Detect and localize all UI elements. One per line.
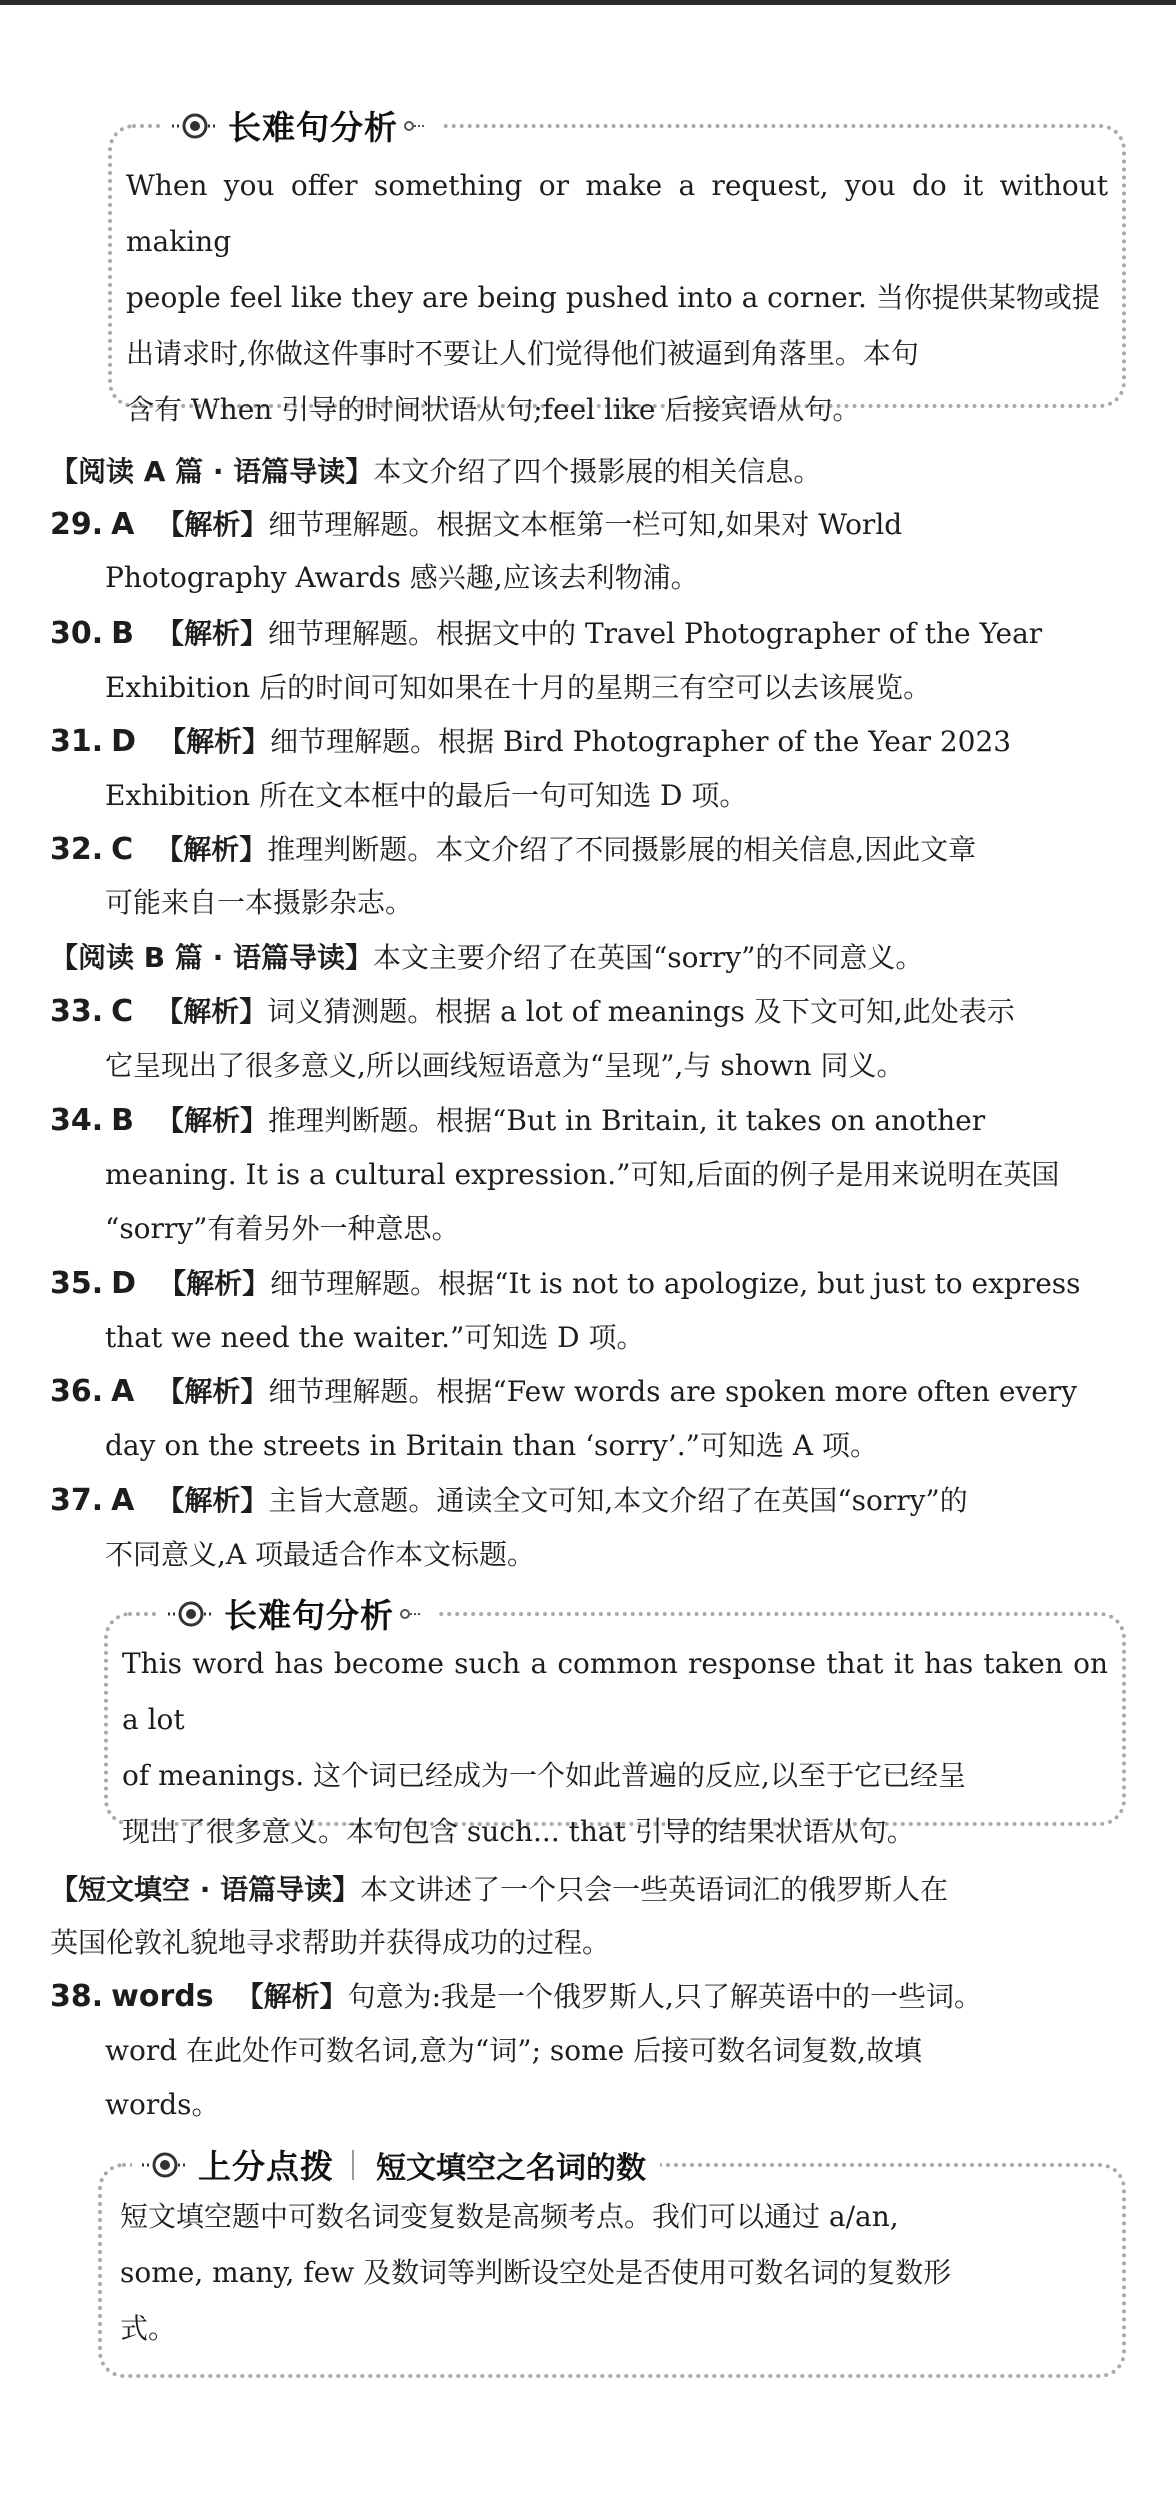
answer-36-line-2: day on the streets in Britain than ‘sorry’.”可知选 A 项。 (105, 1429, 878, 1462)
answer-37-line-2: 不同意义,A 项最适合作本文标题。 (105, 1538, 536, 1571)
answer-35 (50, 1264, 1126, 1304)
box-text-line: 短文填空题中可数名词变复数是高频考点。我们可以通过 a/an, (120, 2200, 899, 2233)
box-text-line: of meanings. 这个词已经成为一个如此普遍的反应,以至于它已经呈 (122, 1759, 966, 1792)
box-text-line: people feel like they are being pushed into a corner. 当你提供某物或提 (126, 281, 1100, 314)
answer-32-line-2: 可能来自一本摄影杂志。 (105, 886, 414, 919)
answer-35-line-2: that we need the waiter.”可知选 D 项。 (105, 1321, 645, 1354)
answer-30-line-2: Exhibition 后的时间可知如果在十月的星期三有空可以去该展览。 (105, 671, 932, 704)
answer-text: 细节理解题。根据 Bird Photographer of the Year 2023 (270, 725, 1012, 758)
answer-text: 细节理解题。根据“It is not to apologize, but just to express (270, 1267, 1081, 1300)
answer-text: 主旨大意题。通读全文可知,本文介绍了在英国“sorry”的 (268, 1484, 968, 1517)
answer-word: words (111, 1979, 214, 2014)
cloze-guide-line-2: 英国伦敦礼貌地寻求帮助并获得成功的过程。 (50, 1926, 611, 1959)
header-tail-icon (400, 1609, 422, 1619)
target-pin-icon (172, 111, 218, 141)
analysis-tag: 【解析】 (155, 833, 268, 866)
box-title: 长难句分析 (228, 108, 398, 147)
question-number: 32. (50, 832, 104, 867)
box-text-line: 含有 When 引导的时间状语从句;feel like 后接宾语从句。 (126, 393, 861, 426)
answer-29 (50, 505, 1126, 545)
answer-text: 推理判断题。根据“But in Britain, it takes on another (268, 1104, 986, 1137)
answer-38 (50, 1977, 1126, 2017)
answer-34 (50, 1101, 1126, 1141)
answer-letter: A (111, 507, 135, 542)
answer-letter: C (111, 832, 134, 867)
box-text-line: 出请求时,你做这件事时不要让人们觉得他们被逼到角落里。本句 (126, 337, 919, 370)
answer-text: 句意为:我是一个俄罗斯人,只了解英语中的一些词。 (347, 1980, 982, 2013)
answer-letter: A (111, 1483, 135, 1518)
answer-32 (50, 830, 1126, 870)
answer-text: 细节理解题。根据文中的 Travel Photographer of the Year (268, 617, 1043, 650)
answer-34-line-3: “sorry”有着另外一种意思。 (105, 1212, 460, 1245)
answer-37 (50, 1481, 1126, 1521)
box-subtitle: 短文填空之名词的数 (376, 2150, 646, 2186)
answer-text: 推理判断题。本文介绍了不同摄影展的相关信息,因此文章 (267, 833, 977, 866)
answer-letter: B (111, 616, 135, 651)
question-number: 34. (50, 1103, 104, 1138)
question-number: 37. (50, 1483, 104, 1518)
reading-b-guide (50, 938, 1126, 978)
tip-box (98, 2147, 1126, 2378)
box-text-line: When you offer something or make a request, you do it without making (126, 169, 1108, 258)
analysis-tag: 【解析】 (155, 995, 268, 1028)
answer-text: 词义猜测题。根据 a lot of meanings 及下文可知,此处表示 (267, 995, 1015, 1028)
question-number: 36. (50, 1374, 104, 1409)
title-separator (352, 2150, 354, 2180)
header-tail-icon (404, 121, 426, 131)
answer-33-line-2: 它呈现出了很多意义,所以画线短语意为“呈现”,与 shown 同义。 (105, 1049, 905, 1082)
guide-tag: 【阅读 B 篇 · 语篇导读】 (50, 941, 373, 974)
analysis-tag: 【解析】 (158, 1267, 271, 1300)
answer-letter: C (111, 994, 134, 1029)
target-pin-icon (142, 2150, 188, 2180)
question-number: 31. (50, 724, 104, 759)
answer-31-line-2: Exhibition 所在文本框中的最后一句可知选 D 项。 (105, 779, 748, 812)
guide-tag: 【阅读 A 篇 · 语篇导读】 (50, 455, 374, 488)
answer-38-line-3: words。 (105, 2088, 220, 2121)
guide-tag: 【短文填空 · 语篇导读】 (50, 1873, 361, 1906)
answer-34-line-2: meaning. It is a cultural expression.”可知,后面的例子是用来说明在英国 (105, 1158, 1060, 1191)
question-number: 29. (50, 507, 104, 542)
answer-31 (50, 722, 1126, 762)
box-body (126, 158, 1108, 438)
answer-letter: B (111, 1103, 135, 1138)
guide-text: 本文主要介绍了在英国“sorry”的不同意义。 (372, 941, 924, 974)
guide-text: 本文介绍了四个摄影展的相关信息。 (373, 455, 822, 488)
answer-text: 细节理解题。根据文本框第一栏可知,如果对 World (268, 508, 903, 541)
analysis-tag: 【解析】 (156, 508, 269, 541)
answer-letter: D (111, 724, 137, 759)
top-rule (0, 0, 1176, 5)
answer-30 (50, 614, 1126, 654)
answer-29-line-2: Photography Awards 感兴趣,应该去利物浦。 (105, 561, 699, 594)
analysis-tag: 【解析】 (156, 1484, 269, 1517)
answer-33 (50, 992, 1126, 1032)
long-sentence-analysis-box-1 (108, 108, 1126, 426)
answer-text: 细节理解题。根据“Few words are spoken more often every (268, 1375, 1078, 1408)
box-text-line: 现出了很多意义。本句包含 such... that 引导的结果状语从句。 (122, 1815, 915, 1848)
question-number: 38. (50, 1979, 104, 2014)
box-header (162, 102, 440, 149)
target-pin-icon (168, 1599, 214, 1629)
box-text-line: some, many, few 及数词等判断设空处是否使用可数名词的复数形 (120, 2256, 952, 2289)
box-header (132, 2141, 660, 2188)
long-sentence-analysis-box-2 (104, 1596, 1126, 1848)
analysis-tag: 【解析】 (235, 1980, 348, 2013)
cloze-guide (50, 1870, 1126, 1910)
guide-text: 本文讲述了一个只会一些英语词汇的俄罗斯人在 (360, 1873, 949, 1906)
analysis-tag: 【解析】 (156, 1375, 269, 1408)
analysis-tag: 【解析】 (156, 1104, 269, 1137)
question-number: 30. (50, 616, 104, 651)
box-text-line: 式。 (120, 2312, 177, 2345)
box-header (158, 1590, 436, 1637)
answer-letter: A (111, 1374, 135, 1409)
analysis-tag: 【解析】 (158, 725, 271, 758)
reading-a-guide (50, 452, 1126, 492)
answer-38-line-2: word 在此处作可数名词,意为“词”; some 后接可数名词复数,故填 (105, 2034, 923, 2067)
box-title: 长难句分析 (224, 1596, 394, 1635)
question-number: 35. (50, 1266, 104, 1301)
box-body (120, 2189, 1108, 2357)
analysis-tag: 【解析】 (156, 617, 269, 650)
answer-letter: D (111, 1266, 137, 1301)
answer-36 (50, 1372, 1126, 1412)
box-body (122, 1636, 1108, 1860)
box-text-line: This word has become such a common response that it has taken on a lot (122, 1647, 1108, 1736)
box-title: 上分点拨 (198, 2147, 334, 2186)
question-number: 33. (50, 994, 104, 1029)
